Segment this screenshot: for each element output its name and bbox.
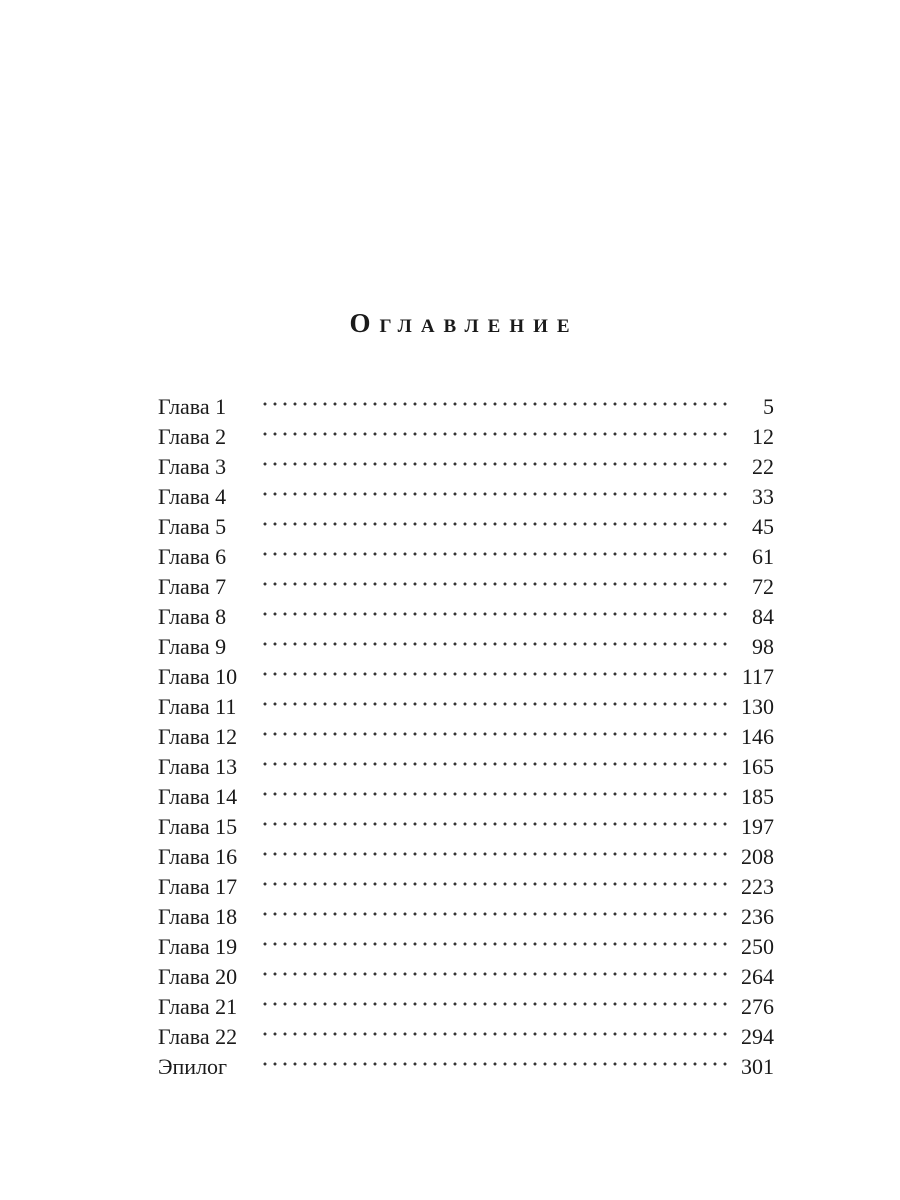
dot-leader: [260, 594, 728, 624]
toc-entry-label: Глава 17: [158, 874, 238, 899]
toc-entry-page-number: 223: [741, 874, 774, 899]
dot-leader: [260, 924, 728, 954]
toc-entry-label: Глава 16: [158, 844, 238, 869]
toc-entry-label: Глава 21: [158, 994, 238, 1019]
toc-entry-page-number: 236: [741, 904, 774, 929]
dot-leader: [260, 714, 728, 744]
dot-leader: [260, 414, 728, 444]
toc-entry-label: Глава 15: [158, 814, 238, 839]
dot-leader: [260, 444, 728, 474]
toc-entry-page-number: 294: [741, 1024, 774, 1049]
toc-entry-page-number: 185: [741, 784, 774, 809]
dot-leader: [260, 774, 728, 804]
toc-entry-label: Глава 11: [158, 694, 237, 719]
dot-leader: [260, 624, 728, 654]
table-of-contents: [158, 384, 774, 1079]
toc-entry-page-number: 130: [741, 694, 774, 719]
toc-entry-page-number: 165: [741, 754, 774, 779]
dot-leader: [260, 834, 728, 864]
toc-entry-page-number: 61: [752, 544, 774, 569]
toc-entry-page-number: 84: [752, 604, 774, 629]
toc-entry-label: Эпилог: [158, 1054, 228, 1079]
dot-leader: [260, 864, 728, 894]
dot-leader: [260, 984, 728, 1014]
dot-leader: [260, 1014, 728, 1044]
toc-entry-label: Глава 5: [158, 514, 227, 539]
dot-leader: [260, 804, 728, 834]
toc-entry-page-number: 197: [741, 814, 774, 839]
toc-entry-page-number: 276: [741, 994, 774, 1019]
dot-leader: [260, 894, 728, 924]
toc-entry-label: Глава 14: [158, 784, 238, 809]
toc-entry-label: Глава 7: [158, 574, 227, 599]
toc-entry-label: Глава 6: [158, 544, 227, 569]
toc-entry-label: Глава 22: [158, 1024, 238, 1049]
toc-entry-page-number: 12: [752, 424, 774, 449]
dot-leader: [260, 684, 728, 714]
toc-entry-page-number: 250: [741, 934, 774, 959]
dot-leader: [260, 954, 728, 984]
toc-entry-page-number: 5: [763, 394, 774, 419]
page-title: Оглавление: [349, 308, 579, 338]
toc-entry-label: Глава 3: [158, 454, 227, 479]
toc-entry-label: Глава 19: [158, 934, 238, 959]
toc-entry: [158, 384, 774, 419]
toc-entry-label: Глава 9: [158, 634, 227, 659]
toc-entry-label: Глава 18: [158, 904, 238, 929]
dot-leader: [260, 534, 728, 564]
toc-entry-page-number: 22: [752, 454, 774, 479]
dot-leader: [260, 1044, 728, 1074]
toc-entry-label: Глава 13: [158, 754, 238, 779]
dot-leader: [260, 744, 728, 774]
toc-entry-page-number: 208: [741, 844, 774, 869]
toc-entry-label: Глава 4: [158, 484, 227, 509]
toc-entry-page-number: 33: [752, 484, 774, 509]
toc-entry-page-number: 98: [752, 634, 774, 659]
toc-entry-page-number: 301: [741, 1054, 774, 1079]
dot-leader: [260, 384, 728, 414]
toc-entry-label: Глава 12: [158, 724, 238, 749]
dot-leader: [260, 654, 728, 684]
toc-entry-page-number: 72: [752, 574, 774, 599]
dot-leader: [260, 474, 728, 504]
toc-entry-page-number: 264: [741, 964, 774, 989]
toc-entry-page-number: 117: [741, 664, 774, 689]
toc-entry-label: Глава 10: [158, 664, 238, 689]
toc-entry-page-number: 45: [752, 514, 774, 539]
toc-entry-label: Глава 8: [158, 604, 227, 629]
dot-leader: [260, 504, 728, 534]
toc-entry-label: Глава 1: [158, 394, 227, 419]
toc-entry-page-number: 146: [741, 724, 774, 749]
dot-leader: [260, 564, 728, 594]
toc-entry-label: Глава 20: [158, 964, 238, 989]
toc-entry-label: Глава 2: [158, 424, 227, 449]
